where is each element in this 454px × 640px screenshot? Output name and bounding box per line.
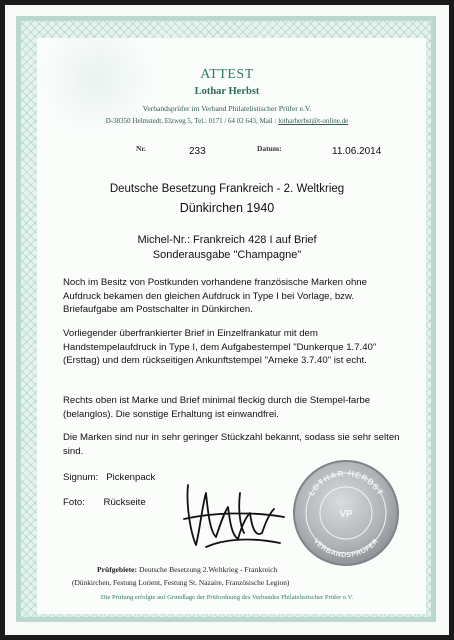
foto-row [63,497,146,508]
footer-note: Die Prüfung erfolgte auf Grundlage der Prüfordnung des Verbandes Philatelistischer Prüfer e.V. [100,594,354,601]
michel-number: Michel-Nr.: Frankreich 428 I auf Brief [137,234,317,246]
seal-center-text: VP [339,509,353,520]
address-text: D-38350 Helmstedt, Elzweg 5, Tel.: 0171 / 64 02 643, Mail : [105,117,277,125]
signum-value: Pickenpack [106,472,156,483]
certificate-page [5,5,449,635]
examiner-seal [291,458,401,568]
foto-value: Rückseite [103,497,146,508]
foto-label: Foto: [63,497,85,508]
nr-value: 233 [189,146,206,157]
seal-top-text: LOTHAR HERBST [306,468,386,498]
subject-heading: Deutsche Besetzung Frankreich - 2. Weltkrieg [109,183,345,195]
examiner-name: Lothar Herbst [194,86,260,97]
examination-areas-value: Deutsche Besetzung 2.Weltkrieg - Frankreich [138,565,278,574]
date-value: 11.06.2014 [332,146,382,157]
email-link[interactable]: lotharherbst@t-online.de [278,117,349,125]
association-line: Verbandsprüfer im Verband Philatelistischer Prüfer e.V. [142,104,312,113]
examination-areas-detail: (Dünkirchen, Festung Lorient, Festung St. Nazaire, Französische Legion) [72,578,290,587]
examination-areas-label: Prüfgebiete: [97,565,138,574]
handwritten-signature [180,473,290,555]
paragraph-1: Noch im Besitz von Postkunden vorhandene französische Marken ohne Aufdruck bekamen den gleichen Aufdruck in Type I bei Vorlage, bzw. Briefaufgabe am Postschalter in Dünkirchen. [63,277,367,315]
nr-label: Nr. [136,144,146,153]
examination-areas [97,565,277,574]
signum-label: Signum: [63,472,99,483]
signum-row [63,472,155,483]
paragraph-4: Die Marken sind nur in sehr geringer Stückzahl bekannt, sodass sie sehr selten sind. [63,432,400,457]
paragraph-2: Vorliegender überfrankierter Brief in Einzelfrankatur mit dem Handstempelaufdruck in Type I, dem Aufgabestempel "Dunkerque 1.7.40" (Ersttag) und dem rückseitigen Ankunftstempel "Arneke 3.7.40" ist echt. [63,328,377,366]
special-issue: Sonderausgabe "Champagne" [152,249,302,261]
subject-place: Dünkirchen 1940 [179,201,275,215]
certificate-title: ATTEST [200,67,254,82]
address-line [5,117,449,125]
paragraph-3: Rechts oben ist Marke und Brief minimal fleckig durch die Stempel-farbe (belanglos). Die sonstige Erhaltung ist einwandfrei. [63,395,371,420]
date-label: Datum: [257,144,282,153]
seal-bottom-text: VERBANDSPRÜFER [311,537,381,560]
